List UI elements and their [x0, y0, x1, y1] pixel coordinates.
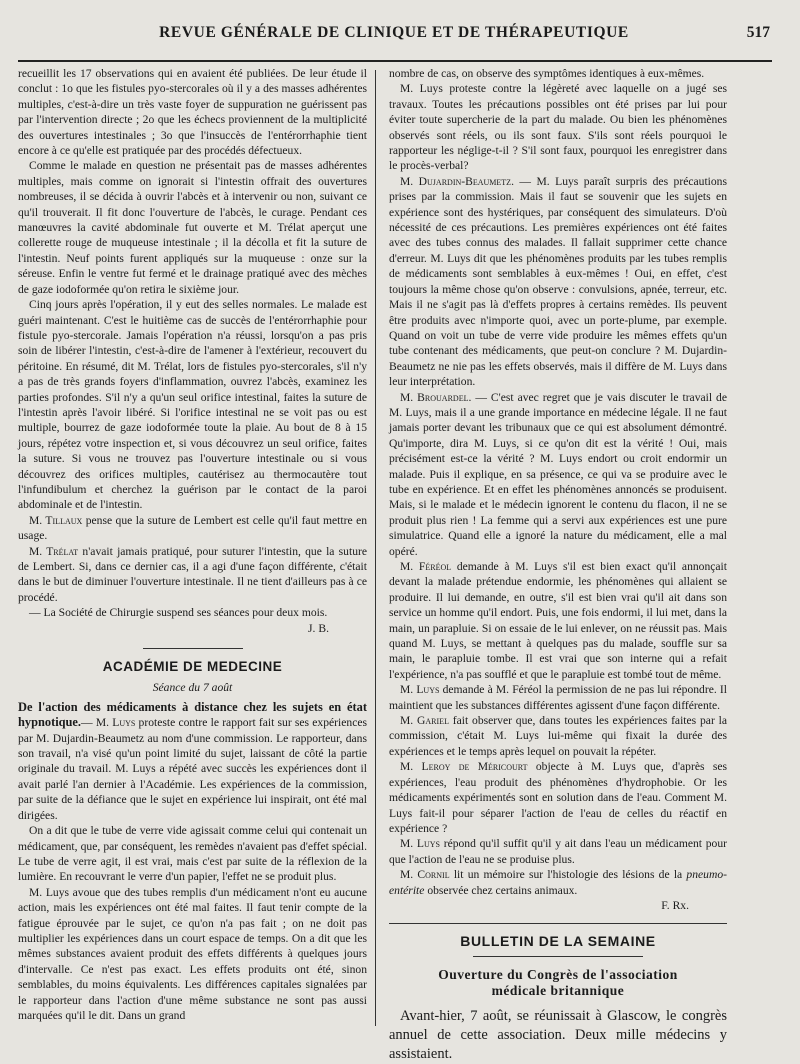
paragraph: [389, 390, 727, 559]
paragraph: M. Luys proteste contre la légèreté avec laquelle on a jugé ses travaux. Toutes les précautions possibles ont été prises par lui pour éviter toute supercherie de la part du malade. Ou bien les phénomènes observés sont réels, ou ils sont faux. S'ils sont réels pourquoi le rapporteur les néglige-t-il ? S'il sont faux, pourquoi les enregistrer dans le procès-verbal?: [389, 82, 727, 173]
page-header: [18, 24, 770, 48]
paragraph: recueillit les 17 observations qui en avaient été publiées. De leur étude il conclut : 1o que les fistules pyo-stercorales où il y a des masses adhérentes multiples, c'est-à-dire un très vaste foyer de suppuration ne guérissent pas par l'intervention directe ; 2o que les échecs proviennent de la multiplicité des ouvertures intestinales ; 3o que l'insuccès de l'entérorrhaphie tient encore à ce qu'elle est pratiquée par des procédés défectueux.: [18, 67, 367, 158]
paragraph-text: fait observer que, dans toutes les expériences faites par la commission, c'était M. Luys lui-même qui fixait la durée des expériences et le temps après lequel on pouvait la répéter.: [389, 714, 727, 758]
paragraph: M. Luys avoue que des tubes remplis d'un médicament n'ont eu aucune action, mais les expériences ont été mal faites. Il faut tenir compte de la fatigue éprouvée par le sujet, ce qu'on n'a pas fait ; on ne doit pas multiplier les expériences dans un court espace de temps. On a dit que les mêmes substances avaient produit des effets différents à quelques jours d'intervalle. Ce n'est pas exact. Les effets produits ont été, sinon semblables, du moins équivalents. Les différences capitales signalées par le rapporteur dans l'action d'une même substance ne sont pas aussi marquées qu'il le dit. Dans un grand: [18, 885, 367, 1022]
column-divider: [375, 70, 376, 1026]
page-number: 517: [746, 24, 770, 41]
speaker-name: M. Gariel: [400, 714, 449, 728]
speaker-name: M. Dujardin-Beaumetz.: [400, 174, 514, 188]
speaker-name: M. Brouardel.: [400, 390, 472, 404]
paragraph: [18, 513, 367, 544]
speaker-name: M. Luys: [95, 716, 136, 730]
speaker-name: M. Tillaux: [29, 513, 83, 527]
paragraph: Avant-hier, 7 août, se réunissait à Glascow, le congrès annuel de cette association. Deux mille médecins y assistaient.: [389, 1007, 727, 1062]
speaker-name: M. Trélat: [29, 544, 79, 558]
paragraph: — La Société de Chirurgie suspend ses séances pour deux mois.: [29, 606, 328, 620]
article-title-line: Ouverture du Congrès de l'association: [438, 966, 678, 982]
section-heading: BULLETIN DE LA SEMAINE: [460, 933, 656, 950]
paragraph-text: proteste contre le rapport fait sur ses expériences par M. Dujardin-Beaumetz au nom d'une commission. Le rapporteur, dans son travail, n'a visé qu'un point limité du sujet, laissant de côté la partie originale du travail. M. Luys a répété avec succès les expériences dont il avait parlé l'an dernier à l'Académie. Les expériences de la commission, par suite de la défiance que le sujet en expérience lui inspirait, ont été mal dirigées.: [18, 716, 367, 822]
paragraph-text: pense que la suture de Lembert est celle qu'il faut mettre en usage.: [18, 513, 368, 543]
speaker-name: M. Cornil: [400, 868, 450, 882]
right-column: [389, 66, 727, 1064]
session-date: Séance du 7 août: [152, 681, 233, 695]
italic-term: pneumo-entérite: [389, 868, 727, 897]
paragraph-text: observée chez certains animaux.: [424, 883, 578, 897]
section-rule: [473, 956, 643, 957]
paragraph: [389, 682, 727, 713]
paragraph: [389, 713, 727, 759]
paragraph: [389, 836, 727, 867]
paragraph-text: lit un mémoire sur l'histologie des lésions de la: [449, 868, 687, 882]
paragraph: Cinq jours après l'opération, il y eut des selles normales. Le malade est guéri maintenant. C'est le huitième cas de succès de l'entérorrhaphie pour fistule pyo-stercorale. Jamais l'opération n'a réussi, lorsqu'on a pas pris soin de libérer l'intestin, c'est-à-dire de l'amener à l'extérieur, recouvert du péritoine. En résumé, dit M. Trélat, lors de fistules pyo-stercorales, s'il n'y a pas de très grands foyers d'inflammation, ouvrez l'abcès, examinez les parties profondes. S'il n'y a qu'un seul orifice intestinal, faites la suture de l'intestin après l'avoir libéré. Si l'orifice intestinal ne se voit pas ou est multiple, bourrez de gaze iodoformée toute la plaie. Au bout de 8 à 15 jours, répétez votre inspection et, si vous découvrez un seul orifice, faites la suture. Si vous ne trouvez pas l'ouverture intestinale ou si vous découvrez des orifices multiples, cautérisez au thermocautère tout l'infundibulum et cherchez la guérison par le contact de la paroi abdominale et de l'intestin.: [18, 298, 367, 512]
paragraph: On a dit que le tube de verre vide agissait comme celui qui contenait un médicament, que, par conséquent, les remèdes n'avaient pas d'effet spécial. Le tube de verre agit, il est vrai, mais c'est par suite de la réflexion de la lumière. En recouvrant le verre d'un papier, l'effet ne se produit plus.: [18, 824, 367, 884]
section-rule: [143, 648, 243, 649]
article-title-line: médicale britannique: [491, 982, 625, 998]
paragraph: [389, 867, 727, 898]
header-rule: [18, 60, 772, 62]
article-title: [389, 967, 727, 999]
paragraph-text: — C'est avec regret que je vais discuter le travail de M. Luys, mais il a une grande importance en médecine légale. Il ne faut jamais porter devant les tribunaux que ce qui est absolument démontré. Qu'importe, dira M. Luys, si ce qu'on dit est la vérité ! Oui, mais précisément est-ce la vérité ? M. Luys endort ou croit endormir un malade. Puis il explique, en sa présence, ce qui va se produire avec le tube en expérience. Et en effet les phénomènes annoncés se produisent. Mais, si le malade et le médecin ignorent le contenu du flacon, il ne se produit plus rien ! La femme qui a servi aux expériences est une pure simulatrice. Quand elle a ignoré la nature du médicament, elle a mal opéré.: [389, 390, 727, 558]
signature: F. Rx.: [661, 898, 689, 912]
section-heading: ACADÉMIE DE MEDECINE: [102, 659, 283, 675]
paragraph: nombre de cas, on observe des symptômes identiques à eux-mêmes.: [389, 67, 705, 80]
paragraph: [389, 759, 727, 836]
paragraph: [18, 544, 367, 606]
speaker-name: M. Luys: [400, 683, 440, 697]
left-column: [18, 66, 367, 1023]
speaker-name: M. Luys: [400, 837, 440, 851]
paragraph-text: demande à M. Luys s'il est bien exact qu'il annonçait devant la malade prétendue endormie, les phénomènes qui allaient se produire. Il lui demande, en outre, s'il est bien vrai qu'il ait dans son service un homme qu'il endort. Puis, une fois endormi, il lui met, dans la main, un parapluie. Si on essaie de le lui enlever, on ne réussit pas. Mais quand M. Luys, se mettant à quelques pas du malade, souffle sur sa main, le parapluie tombe. Il est vrai que son interne qui a refait l'expérience, n'a pas soufflé et que le parapluie est tombé tout de même.: [389, 560, 727, 681]
paragraph-text: répond qu'il suffit qu'il y ait dans l'eau un médicament pour que l'action de l'eau ne se produise plus.: [389, 837, 727, 866]
paragraph: [389, 174, 727, 390]
speaker-name: M. Leroy de Méricourt: [400, 760, 528, 774]
paragraph-text: n'avait jamais pratiqué, pour suturer l'intestin, que la suture de Lembert. Si, dans ce dernier cas, il a agi d'une façon différente, c'était dans le but de diminuer l'ouverture intestinale. Il ne tient d'ailleurs pas à ce procédé.: [18, 544, 367, 604]
paragraph-text: — M. Luys paraît surpris des précautions prises par la commission. Mais il faut se souvenir que les sujets en expérience sont des hystériques, par conséquent des simulateurs. D'où nécessité de ces précautions. Les premières expériences ont été faites avec des tubes connus des malades. Il fallait supprimer cette chance d'erreur. M. Luys dit que les phénomènes produits par les tubes remplis de médicaments sont semblables à eux-mêmes ! Oui, en effet, c'est toujours la même chose qu'on observe : convulsions, apnée, terreur, etc. Mais il ne s'agit pas là d'effets propres à certains remèdes. Ils peuvent être produits avec n'importe quoi, avec un porte-plume, par exemple. Quand on voit un tube de verre vide produire les mêmes effets qu'un tube contenant des médicaments, que peut-on conclure ? M. Dujardin-Beaumetz ne nie pas les effets observés, mais il diffère de M. Luys dans leur interprétation.: [389, 174, 727, 389]
paragraph-text: demande à M. Féréol la permission de ne pas lui répondre. Il maintient que les substances différentes agissent d'une façon différente.: [389, 683, 727, 712]
paragraph: Comme le malade en question ne présentait pas de masses adhérentes multiples, mais comme on ignorait si l'intestin offrait des ouvertures nombreuses, il se décida à ouvrir l'abcès et à intervenir ou non, suivant ce qu'il trouverait. Il fit donc l'ouverture de l'abcès, le curage. Pendant ces manœuvres la cavité abdominale fut ouverte et M. Trélat aperçut une collerette rouge de muqueuse intestinale ; il la décolla et fit la suture de l'intestin. Neuf points furent appliqués sur la muqueuse : onze sur la séreuse. Enfin le ventre fut fermé et le drainage pratiqué avec des mèches de gaze iodoformée qu'on retira le sixième jour.: [18, 159, 367, 296]
signature: J. B.: [308, 621, 329, 635]
paragraph-text: objecte à M. Luys que, d'après ses expériences, l'eau produit des phénomènes d'hydrophobie. Or les médicaments expérimentés sont en solution dans de l'eau. Comment M. Luys fait-il pour séparer l'action de l'eau de celles du réactif en expérience ?: [389, 760, 727, 835]
paragraph: [389, 559, 727, 682]
article-title: De l'action des médicaments à distance chez les sujets en état hypnotique.: [18, 699, 367, 730]
speaker-name: M. Féréol: [400, 560, 452, 573]
dash: —: [81, 716, 96, 730]
paragraph: [18, 700, 367, 823]
journal-title: REVUE GÉNÉRALE DE CLINIQUE ET DE THÉRAPEUTIQUE: [159, 24, 629, 41]
section-rule: [389, 923, 727, 924]
